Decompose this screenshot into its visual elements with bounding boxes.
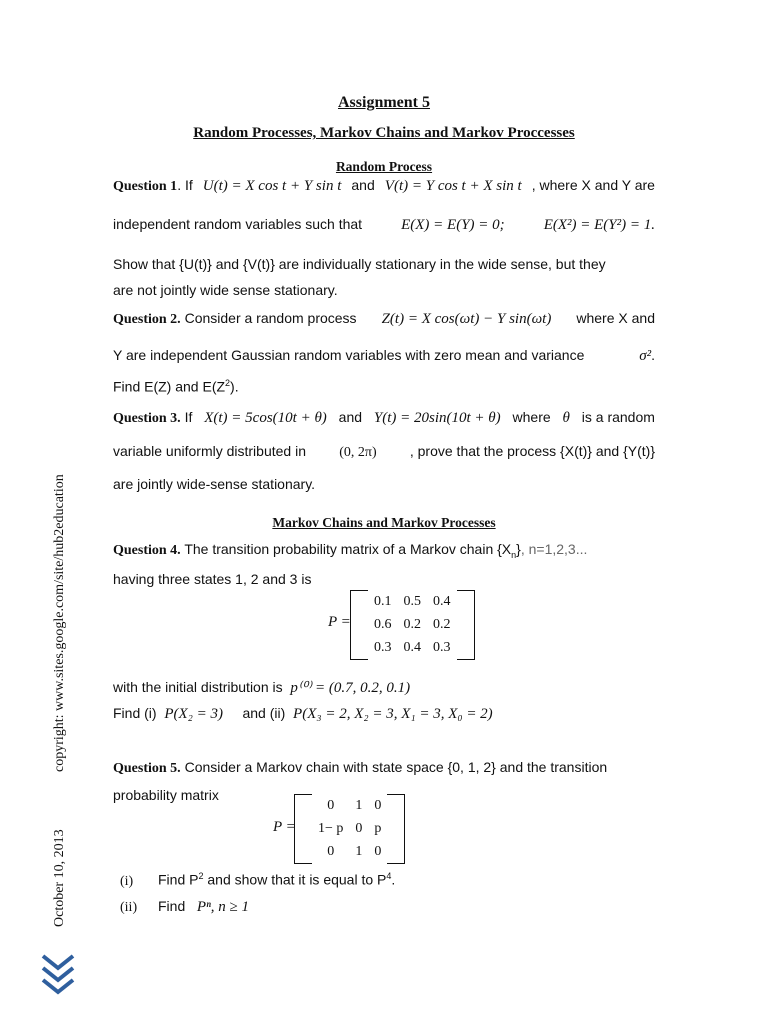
q5-item-1: (i) Find $P^2$ and show that it is equal to $P^4$. bbox=[120, 871, 396, 889]
matrix-cell: 0 bbox=[327, 844, 335, 859]
q1-label: Question 1 bbox=[113, 179, 178, 194]
q2-sigma: σ² bbox=[639, 348, 652, 364]
q5-item-2: (ii) Find Pⁿ, n ≥ 1 bbox=[120, 898, 250, 915]
matrix-cell: 1 bbox=[355, 798, 363, 813]
q3-line2: variable uniformly distributed in (0, 2π) , prove that the process {X(t)} and {Y(t)} bbox=[113, 443, 655, 460]
matrix-cell: 0.3 bbox=[374, 640, 392, 655]
q1-line2: independent random variables such that E(X) = E(Y) = 0; E(X²) = E(Y²) = 1. bbox=[113, 216, 655, 233]
q1-line4: are not jointly wide sense stationary. bbox=[113, 282, 338, 298]
q2-line2: Y are independent Gaussian random variables with zero mean and variance σ². bbox=[113, 347, 655, 364]
q3-line3: are jointly wide-sense stationary. bbox=[113, 476, 316, 492]
q5-matrix-label: P = bbox=[273, 819, 296, 835]
matrix-cell: 1 bbox=[355, 844, 363, 859]
sidebar-copyright: copyright: www.sites.google.com/site/hub2education bbox=[52, 474, 67, 772]
q5-matrix bbox=[294, 794, 405, 864]
matrix-cell: 0.2 bbox=[403, 617, 421, 632]
q4-matrix bbox=[350, 590, 475, 660]
matrix-cell: 0 bbox=[374, 844, 382, 859]
q5-line1: Question 5. Consider a Markov chain with state space {0, 1, 2} and the transition bbox=[113, 759, 608, 776]
q5-line2: probability matrix bbox=[113, 787, 219, 803]
q1-line1: Question 1. If U(t) = X cos t + Y sin t and V(t) = Y cos t + X sin t , where X and Y are bbox=[113, 177, 655, 194]
double-chevron-down-icon bbox=[40, 952, 76, 1000]
q1-eq-v: V(t) = Y cos t + X sin t bbox=[384, 178, 522, 194]
matrix-cell: 0.4 bbox=[403, 640, 421, 655]
q3-eq-x: X(t) = 5cos(10t + θ) bbox=[204, 410, 327, 426]
page-title: Assignment 5 bbox=[337, 94, 430, 111]
q1-eq-e1: E(X) = E(Y) = 0; bbox=[401, 217, 505, 233]
q3-line1: Question 3. If X(t) = 5cos(10t + θ) and Y(t) = 20sin(10t + θ) where θ is a random bbox=[113, 409, 655, 426]
q3-eq-y: Y(t) = 20sin(10t + θ) bbox=[373, 410, 501, 426]
q2-label: Question 2. bbox=[113, 312, 181, 327]
q2-eq-z: Z(t) = X cos(ωt) − Y sin(ωt) bbox=[381, 311, 552, 327]
q1-eq-u: U(t) = X cos t + Y sin t bbox=[202, 178, 342, 194]
q3-interval: (0, 2π) bbox=[339, 445, 377, 460]
matrix-cell: 0 bbox=[374, 798, 382, 813]
q4-line1: Question 4. The transition probability matrix of a Markov chain $\{X_n\}$, n=1,2,3... bbox=[113, 541, 588, 560]
matrix-cell: 0 bbox=[327, 798, 335, 813]
q4-label: Question 4. bbox=[113, 543, 181, 558]
q3-label: Question 3. bbox=[113, 411, 181, 426]
matrix-cell: 0.2 bbox=[433, 617, 451, 632]
q4-line2: having three states 1, 2 and 3 is bbox=[113, 571, 312, 587]
matrix-cell: p bbox=[374, 821, 382, 836]
matrix-cell: 0.6 bbox=[374, 617, 392, 632]
q2-line3: Find E(Z) and $E(Z^2)$. bbox=[113, 378, 239, 395]
section-heading-markov: Markov Chains and Markov Processes bbox=[272, 515, 496, 530]
q1-eq-e2: E(X²) = E(Y²) = 1. bbox=[543, 217, 655, 233]
q4-initial-distribution: with the initial distribution is p⁽⁰⁾ = (0.7, 0.2, 0.1) bbox=[113, 679, 411, 696]
q4-matrix-label: P = bbox=[328, 614, 351, 630]
matrix-cell: 0.1 bbox=[374, 594, 392, 609]
sidebar-date: October 10, 2013 bbox=[52, 829, 67, 927]
matrix-cell: 0 bbox=[355, 821, 363, 836]
q4-find: Find (i) P(X₂ = 3) and (ii) P(X₃ = 2, X₂ = 3, X₁ = 3, X₀ = 2) bbox=[113, 705, 493, 722]
matrix-cell: 1− p bbox=[318, 821, 344, 836]
section-heading-random-process: Random Process bbox=[335, 159, 433, 174]
matrix-cell: 0.4 bbox=[433, 594, 451, 609]
q2-line1: Question 2. Consider a random process Z(t) = X cos(ωt) − Y sin(ωt) where X and bbox=[113, 310, 655, 327]
page-subtitle: Random Processes, Markov Chains and Markov Proccesses bbox=[193, 125, 575, 141]
q1-line3: Show that {U(t)} and {V(t)} are individually stationary in the wide sense, but they bbox=[113, 256, 606, 272]
q5-label: Question 5. bbox=[113, 761, 181, 776]
matrix-cell: 0.3 bbox=[433, 640, 451, 655]
matrix-cell: 0.5 bbox=[403, 594, 421, 609]
